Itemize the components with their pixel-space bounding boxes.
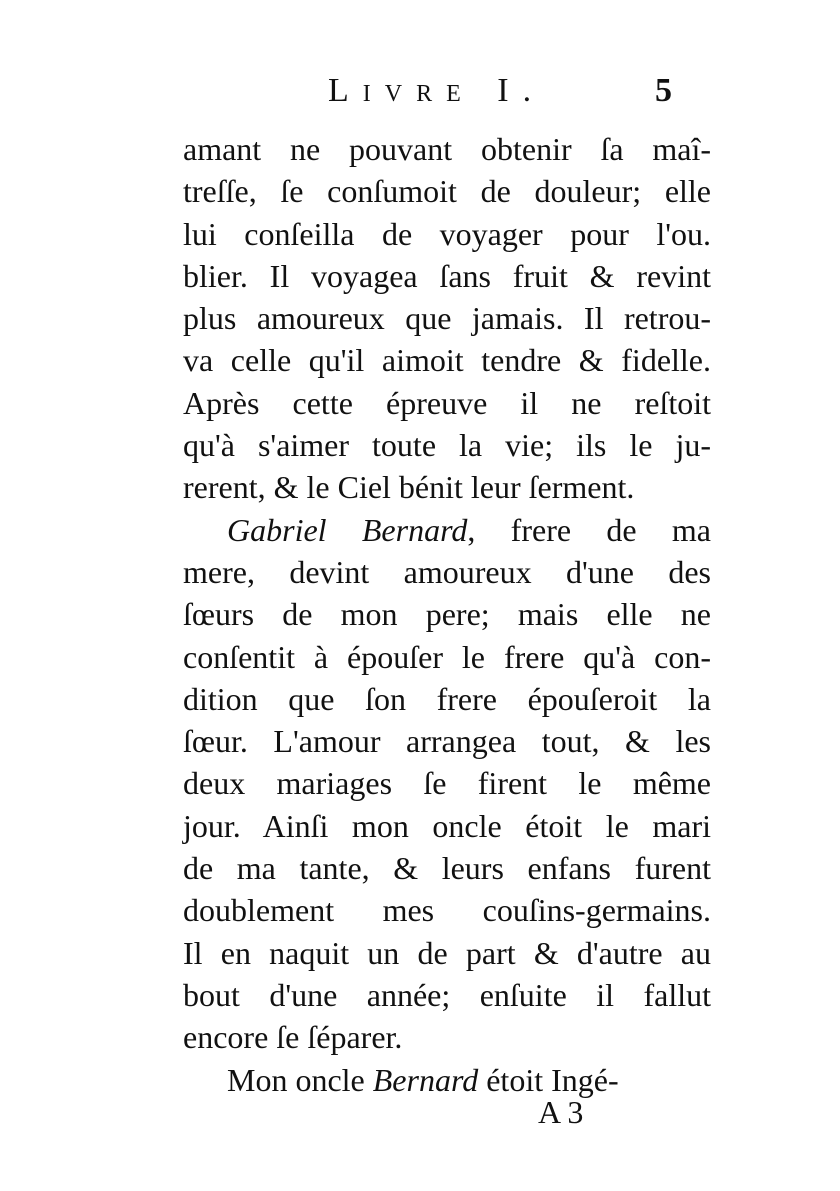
- text-line: Il en naquit un de part & d'autre au: [183, 934, 711, 971]
- text-line: doublement mes couſins-germains.: [183, 892, 711, 929]
- paragraph-start-line: [183, 1059, 711, 1101]
- text-line: va celle qu'il aimoit tendre & fidelle.: [183, 342, 711, 379]
- text-line: bout d'une année; enſuite il fallut: [183, 976, 711, 1013]
- text-fragment: étoit Ingé-: [478, 1061, 619, 1098]
- person-name: Bernard: [372, 1061, 479, 1098]
- text-fragment: Mon oncle: [227, 1061, 373, 1098]
- text-fragment: , frere de ma: [467, 511, 711, 548]
- person-name: Gabriel Bernard: [227, 511, 468, 548]
- page-header: [0, 72, 840, 122]
- running-head: Livre I.: [328, 72, 546, 109]
- text-line: treſſe, ſe conſumoit de douleur; elle: [183, 173, 711, 210]
- text-line: rerent, & le Ciel bénit leur ſerment.: [183, 469, 635, 506]
- text-line: ſœur. L'amour arrangea tout, & les: [183, 723, 711, 760]
- page-number: 5: [655, 72, 672, 109]
- text-line: dition que ſon frere épouſeroit la: [183, 680, 711, 717]
- body-text: [183, 128, 711, 1101]
- text-line: lui conſeilla de voyager pour l'ou.: [183, 215, 711, 252]
- text-line: encore ſe ſéparer.: [183, 1019, 403, 1056]
- text-line: de ma tante, & leurs enfans furent: [183, 850, 711, 887]
- text-line: blier. Il voyagea ſans fruit & revint: [183, 257, 711, 294]
- text-line: qu'à s'aimer toute la vie; ils le ju-: [183, 427, 711, 464]
- text-line: jour. Ainſi mon oncle étoit le mari: [183, 807, 711, 844]
- text-line: Après cette épreuve il ne reſtoit: [183, 384, 711, 421]
- paragraph-start-line: [183, 509, 711, 551]
- text-line: plus amoureux que jamais. Il retrou-: [183, 300, 711, 337]
- text-line: conſentit à épouſer le frere qu'à con-: [183, 638, 711, 675]
- text-line: mere, devint amoureux d'une des: [183, 553, 711, 590]
- text-line: deux mariages ſe firent le même: [183, 765, 711, 802]
- signature-mark: A 3: [538, 1094, 584, 1130]
- text-line: amant ne pouvant obtenir ſa maî-: [183, 131, 711, 167]
- text-line: ſœurs de mon pere; mais elle ne: [183, 596, 711, 633]
